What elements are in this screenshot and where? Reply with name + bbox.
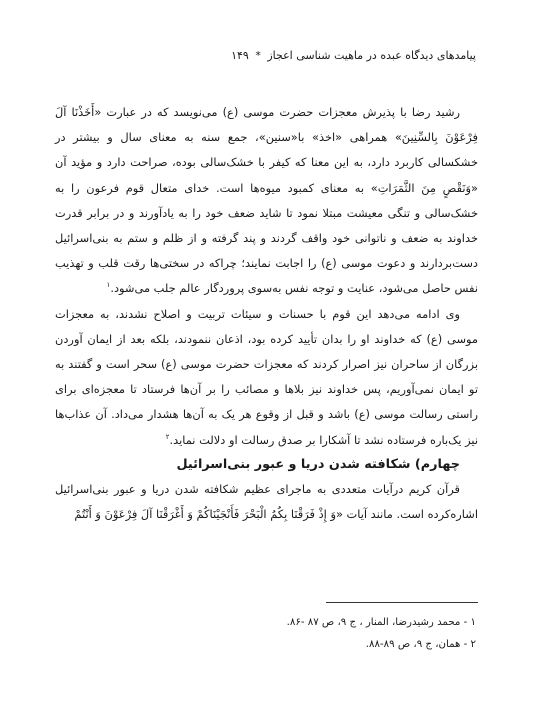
footnote-2: ۲ - همان، ج ۹، ص ۸۹-۸۸.	[365, 639, 476, 650]
paragraph-1	[55, 100, 478, 302]
header-separator: *	[255, 49, 261, 62]
footnote-divider	[326, 602, 478, 603]
footnote-1: ۱ - محمد رشیدرضا، المنار ، ج ۹، ص ۸۷ -۸۶.	[286, 617, 476, 628]
running-header	[59, 47, 476, 65]
paragraph-2	[55, 302, 478, 453]
paragraph-1-text: رشید رضا با پذیرش معجزات حضرت موسی (ع) می‌نویسد که در عبارت «أَخَذْنَا آلَ فِرْعَوْنَ بِالسِّنِینَ» همراهی «اخذ» با«سنین»، جمع سنه به معنای سال و بیشتر در خشکسالی کاربرد دارد، به این معنا که کیفر با خشک‌سالی بوده، صراحت دارد و مؤید آن «وَنَقْصٍ مِنَ الثَّمَرَاتِ» به معنای کمبود میوه‌ها است. خدای متعال قوم فرعون را به خشک‌سالی و تنگی معیشت مبتلا نمود تا شاید ضعف خود را به یادآورند و در برابر قدرت خداوند به ضعف و ناتوانی خود واقف گردند و پند گرفته و از ظلم و ستم به بنی‌اسرائیل دست‌بردارند و دعوت موسی (ع) را اجابت نمایند؛ چراکه در سختی‌ها رقت قلب و تهذیب نفس حاصل می‌شود، عنایت و توجه نفس به‌سوی پروردگار عالم جلب می‌شود.	[55, 105, 478, 296]
footnotes	[59, 612, 476, 656]
footnote-ref-1: ۱	[106, 281, 111, 290]
page-number: ۱۴۹	[231, 49, 249, 62]
footnote-ref-2: ۲	[165, 432, 170, 441]
main-text	[55, 100, 478, 527]
section-heading: چهارم) شکافته شدن دریا و عبور بنی‌اسرائیل	[176, 456, 460, 472]
header-title: پیامدهای دیدگاه عبده در ماهیت شناسی اعجاز	[267, 49, 476, 62]
paragraph-3: قرآن کریم درآیات متعددی به ماجرای عظیم شکافته شدن دریا و عبور بنی‌اسرائیل اشاره‌کرده است. مانند آیات «وَ إِذْ فَرَقْنَا بِكُمُ الْبَحْرَ فَأَنْجَيْنَاكُمْ وَ أَغْرَقْنَا آلَ فِرْعَوْنَ وَ أَنْتُمْ	[55, 481, 478, 522]
paragraph-2-text: وی ادامه می‌دهد این قوم با حسنات و سیئات تربیت و اصلاح نشدند، به معجزات موسی (ع) که خداوند او را بدان تأیید کرده بود، اذعان ننمودند، بلکه بعد از ایمان آوردن بزرگان از ساحران نیز اصرار کردند که معجزات حضرت موسی (ع) سحر است و گفتند به تو ایمان نمی‌آوریم، پس خداوند نیز بلاها و مصائب را بر آن‌ها فرستاد تا معجزه‌ای برای راستی رسالت موسی (ع) باشد و قبل از وقوع هر یک به آن‌ها هشدار می‌داد. آن عذاب‌ها نیز یک‌باره فرستاده نشد تا آشکارا بر صدق رسالت او دلالت نماید.	[55, 306, 478, 447]
